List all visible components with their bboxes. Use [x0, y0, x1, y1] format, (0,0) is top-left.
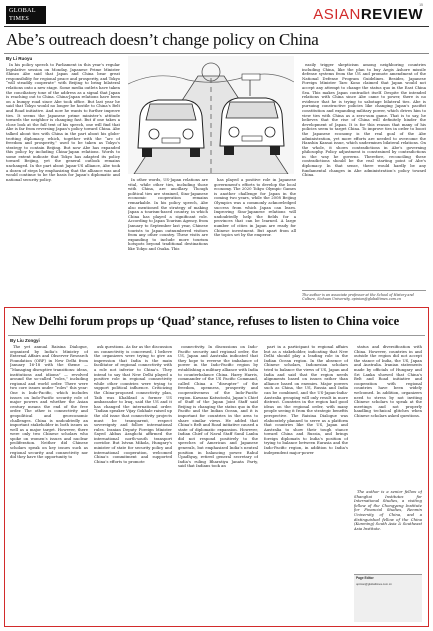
- top-story-text: In other words, US-Japan relations are vital, while other ties, including those with China, are ancillary. Though political ties are strained, Sino-Japanese economic cooperation remains remarkable. In his policy speech, Abe also mentioned the strategy of making Japan a tourism-based country, in which China has played a significant role. According to Japan Tourism Agency, from January to September last year, Chinese tourists to Japan outnumbered visitors from any other country. These visits are expanding to include more tourism hotspots beyond traditional destinations like Tokyo and Osaka. This: [128, 178, 208, 251]
- editor-email: opinion@globaltimes.com.cn: [356, 581, 392, 586]
- bottom-story-column-4: [264, 345, 348, 623]
- bottom-story-text: The yet annual Raisina Dialogue, organized by India’s Ministry of External Affairs and Observer Research Foundation (ORF) in New Delhi from January 16-18 with the theme — “Managing disruptive transitions: ideas, institutions and idioms” — revolved around the so-called “roles,” including regional and world order. There were two core issues under “roles” this year: One is Indo-Pacific, which includes issues on Indo-Pacific security role of major powers and whether the Asian century means the end of the free order. The other is connectivity and geopolitical and geoeconomic challenges. China is undoubtedly an important stakeholder in both issues as well as a major target. However, there were only two Chinese scholars who spoke on women’s issues and nuclear proliferation. Neither did Chinese scholars speak on key issues such as regional security and connectivity nor did they have the opportunity to: [10, 345, 88, 460]
- page-number: 15: [419, 3, 423, 7]
- top-story-column-2: [128, 178, 208, 303]
- top-story-text: has played a positive role in Japanese government’s efforts to develop the local economy. The 2020 Tokyo Olympic Games is another challenge for Japan in the coming two years, while the 2008 Beijing Olympics was a commonly acknowledged success from which Japan can learn. Improving Sino-Japanese relations will undoubtedly help the fields for a provinces that can be learned. A large number of cities in Japan are ready for Chinese investment. But apart from all the topics set by the emperor.: [214, 178, 296, 238]
- top-story-text: easily trigger skepticism among neighboring countries including China, like the plan to buy Aegis Ashore missile defense systems from the US and promote amendment of the National Defense Program Guidelines. Besides, Japanese Foreign Minister Taro Kono claimed that Japan would not accept any attempt to change the status quo in the East China Sea. This makes Japan contradict itself. Despite the intended relations with China since Abe came to power, there is no evidence that he is trying to sabotage bilateral ties. Abe is pursuing constructive policies like changing Japan’s pacifist constitution and expanding military power, which drives him to view ties with China as a zero-sum game. That is to say, he believes that the rise of China will definitely hinder the development of Japan. It is for this reason that many of his policies seem to target China. To improve ties in order to boost the Japanese economy is the real goal of the Abe administration, yet more efforts are needed to overcome the Hanshin Kansai issue, which undermines bilateral relations. On the whole, it shows contradictions in Abe’s governing philosophy. Policy adjustment is constrained by contradictions in the way he governs. Therefore, reconciling these contradictions should be the real starting point of Abe’s diplomacy. In that sense, there would hardly be any fundamental changes in Abe administration’s policy toward China.: [302, 63, 426, 178]
- logo-line-1: GLOBAL: [9, 7, 36, 14]
- author-bio-text: The author is a senior fellow of Shanghai Institutes for International Studies, a visiting fellow of the Chongyang Institute for Financial Studies, Renmin University of China, and a distinguished fellow of the China (Kunming) South Asia & Southeast Asia Institute.: [354, 490, 422, 531]
- bottom-story-column-3: [178, 345, 258, 623]
- logo-line-2: TIMES: [9, 15, 30, 22]
- bottom-story-headline: New Delhi forum props up ‘Quad’ stance, refuses to listen to China voice: [12, 314, 400, 328]
- top-story-column-4: [302, 63, 426, 287]
- top-story-author-note: The author is an associate professor at the School of History and Culture, Sichuan University. opinion@globaltimes.com.cn: [302, 290, 426, 301]
- bottom-story-column-2: [94, 345, 172, 623]
- top-story-column-1: [6, 63, 120, 303]
- cartoon-illustration: [128, 56, 294, 174]
- masthead: [4, 4, 429, 26]
- page-editor-label: Page Editor: [356, 576, 374, 580]
- bottom-story-text: ask questions. As far as the discussion on connectivity is concerned, I believe the organizers were trying to give an impression that India is the main facilitator of regional connectivity with a role not inferior to China’s. They intend to say that New Delhi played a positive role in regional connectivity while other countries were trying to support political influence. Criticizing the China-proposed connectivity plan, Taib was Khalilzad a former US ambassador to Iraq, said the US and it has changed the international order. “Indian speaker Vijay Gokhale raised up the old issue that connectivity projects must be transparent, respect sovereignty and follow international rules. Iranian Deputy Foreign Minister Sayed Abbas Araghchi affirmed the international north-south transport corridor. But Istvan Mikola, Hungary’s minister of state for security policy and international cooperation, welcomed China’s commitment and supported China’s efforts to promote: [94, 345, 172, 464]
- section-title-light: ASIAN: [313, 6, 361, 23]
- section-title-bold: REVIEW: [360, 6, 423, 23]
- top-story-text: In his policy speech to Parliament in this year’s regular legislative session on Monday, Japanese Prime Minister Shinzo Abe said that Japan and China bear great responsibility for regional peace and prosperity, and Tokyo “will steadily cooperate” with Beijing to bring bilateral relations onto a new stage. Some media outlets have taken the conciliatory tone of the address as a signal that Japan is reaching out to China. China-Japan relations have been on a bumpy road since Abe took office. But last year he said that Tokyo would no longer be hostile to China’s Belt and Road initiative. And now he wants to further improve ties. It seems the Japanese prime minister’s attitude towards the neighbor is changing fast. But if one takes a close look at the full text of his speech, one will find that Abe is far from reversing Japan’s policy toward China. Abe talked about ties with China in the part about his globe-trotting diplomacy, which, together with the “arc of freedom and prosperity,” used to be taken as Tokyo’s strategy to contain Beijing. But now Abe has expanded this policy by including China-Japan relations. Words to some extent indicate that Tokyo has adapted its policy toward Beijing, yet the general outlook remains unchanged. In the part about Japan-US alliance, Abe took a dozen of steps by emphasizing that the alliance was and would continue to be the basis for Japan’s diplomatic and national security policy.: [6, 63, 120, 182]
- top-story-column-3: [214, 178, 296, 303]
- bottom-story-text: part in a participant to regional affairs but as a stakeholder, indicating that New Delhi should play a leading role in the Indian Ocean region. In the absence of Chinese scholars, Indonesian scholars tried to balance the views of US, Japan and India and said that the region needs alignments based on issues rather than alliance based on enemies. Major powers such as China, the US, Russia and India can be combined, and the US-Japan-India-Australia grouping will only result in more distrust. Countries in the region had good ideas on the regional order, with many people seeing it from the strategic benefits perspective. The Raisina Dialogue was elaborately planned to serve as a platform that countries like the US, Japan and Australia to show their tough stance toward China and Russia, and brings foreign diplomats to India’s position of trying to balance between Eurasia and the Indo-Pacific region, in addition to India’s independent major-power: [264, 345, 348, 455]
- newspaper-page: [4, 4, 429, 627]
- top-story-headline: Abe’s outreach doesn’t change policy on China: [6, 30, 319, 49]
- bottom-story-column-5: [354, 345, 422, 485]
- page-editor-box: [354, 574, 422, 622]
- top-story-byline: By Li Ruoyu: [6, 56, 33, 61]
- masthead-rule: [4, 26, 429, 27]
- bottom-story-byline: By Liu Zongyi: [10, 338, 40, 343]
- global-times-logo: [6, 6, 46, 24]
- bottom-story-text: connectivity. In discussions on Indo-Pacific security and regional order, the US, Japan and Australia indicated that they hope to reverse the imbalance of power in the Indo-Pacific region by establishing a military alliance with India to counterbalance China. Harry Harris, commander of the US Pacific Command, called China a “disrupter” of the freedom, openness, prosperity and cooperativeness of the Indo-Pacific region. Kawano Katsutoshi, Japan’s Chief of Staff of the Japan Joint Staff said Beijing is changing the status quo in the Pacific and the Indian Ocean, and it is important for countries in the area to share similar views. He added that China’s Belt and Road initiative caused a state of diplomatic expansion. However, Indian Chief of Naval Staff Sunil Lanba did not respond positively to the speeches of American and Japanese generals, but emphasized India’s neutral position in balancing power. Rahul Upadhyay, retired general secretary of India’s ruling Bharatiya Janata Party, said that Indians took an: [178, 345, 258, 469]
- bottom-story-column-1: [10, 345, 88, 623]
- headline-rule: [4, 53, 429, 54]
- bottom-headline-rule: [8, 335, 425, 336]
- bottom-story-author-bio: [354, 490, 422, 570]
- bottom-story-text: status and diversification with China. However, countries in and outside the region did not accept the stance of India, the US, Japan and Australia. Iranian statements made by officials of Hungary and Sri Lanka showed that China’s Belt and Road initiative and cooperation with regional countries have been widely welcomed. In addition, organizers need to stress by not inviting Chinese scholars to speak at the meetings and not properly handling technical glitches when Chinese scholars asked questions.: [354, 345, 422, 418]
- section-title: [313, 6, 423, 23]
